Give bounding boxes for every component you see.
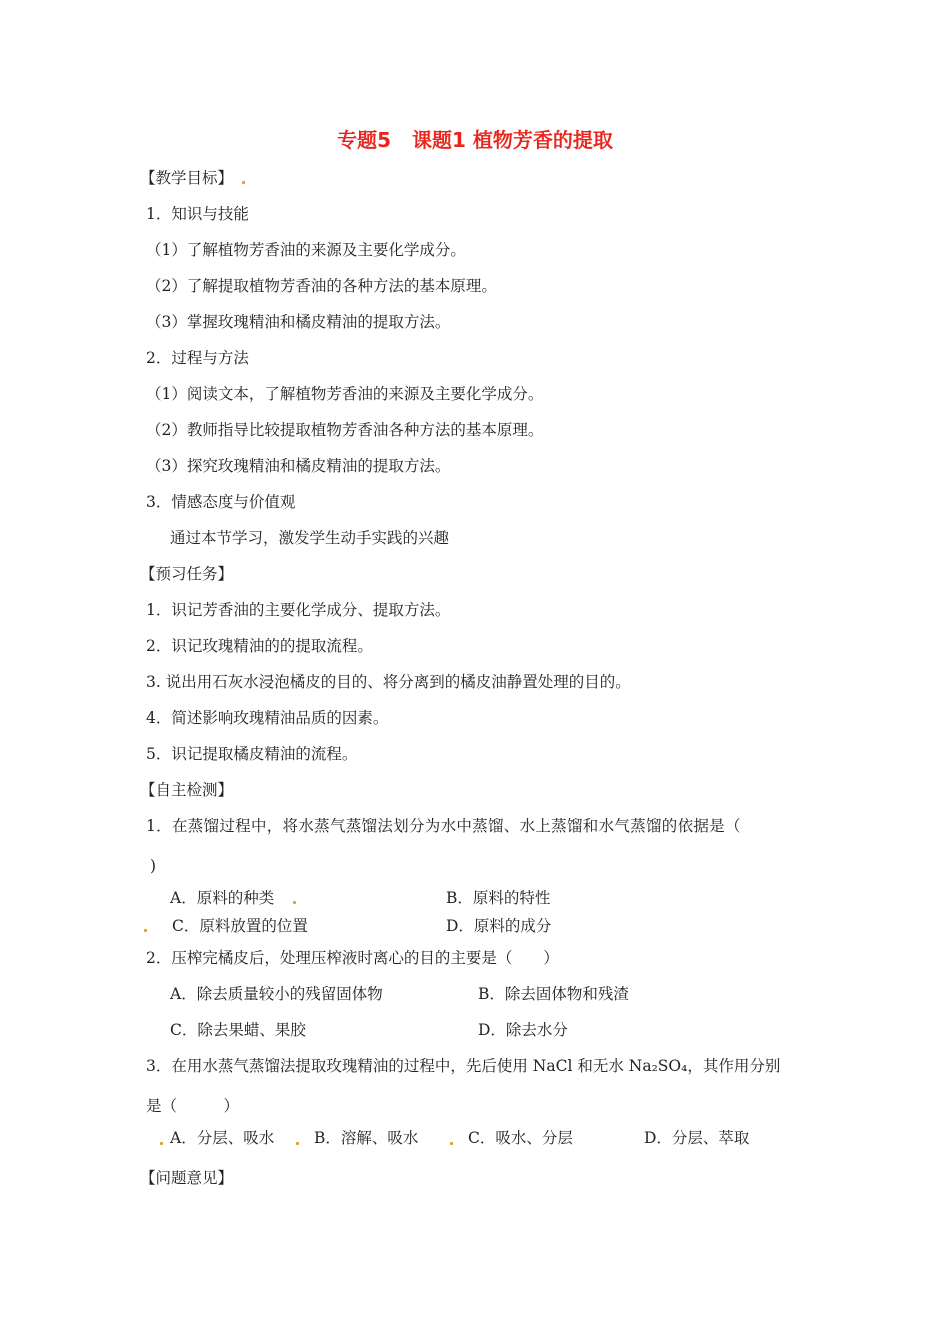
q1-option-d: D．原料的成分 <box>446 917 552 935</box>
mark-dot <box>296 1142 299 1145</box>
preview-item: 2．识记玫瑰精油的的提取流程。 <box>146 637 373 655</box>
goals-s1-title: 1．知识与技能 <box>146 205 249 223</box>
q1-option-a: A．原料的种类 <box>170 889 275 907</box>
goals-s2-item: （1）阅读文本，了解植物芳香油的来源及主要化学成分。 <box>146 385 544 403</box>
section-preview-header: 【预习任务】 <box>140 565 234 583</box>
preview-item: 1．识记芳香油的主要化学成分、提取方法。 <box>146 601 451 619</box>
goals-s3-title: 3．情感态度与价值观 <box>146 493 296 511</box>
goals-s3-text: 通过本节学习，激发学生动手实践的兴趣 <box>170 529 450 547</box>
goals-s1-item: （1）了解植物芳香油的来源及主要化学成分。 <box>146 241 466 259</box>
section-goals-header: 【教学目标】 <box>140 169 234 187</box>
q1-option-b: B．原料的特性 <box>446 889 551 907</box>
mark-dot <box>144 929 147 932</box>
q2-stem: 2．压榨完橘皮后，处理压榨液时离心的目的主要是（ ） <box>146 949 559 967</box>
q1-stem-end: ) <box>150 857 157 875</box>
goals-s1-item: （3）掌握玫瑰精油和橘皮精油的提取方法。 <box>146 313 451 331</box>
q2-option-a: A．除去质量较小的残留固体物 <box>170 985 383 1003</box>
q3-option-b: B．溶解、吸水 <box>314 1129 419 1147</box>
q2-option-b: B．除去固体物和残渣 <box>478 985 629 1003</box>
mark-dot <box>242 181 245 184</box>
q1-stem: 1．在蒸馏过程中，将水蒸气蒸馏法划分为水中蒸馏、水上蒸馏和水气蒸馏的依据是（ <box>146 817 741 835</box>
preview-item: 3. 说出用石灰水浸泡橘皮的目的、将分离到的橘皮油静置处理的目的。 <box>146 673 631 691</box>
page-title: 专题5 课题1 植物芳香的提取 <box>337 128 613 152</box>
goals-s1-item: （2）了解提取植物芳香油的各种方法的基本原理。 <box>146 277 497 295</box>
section-issues-header: 【问题意见】 <box>140 1169 234 1187</box>
q3-stem: 3．在用水蒸气蒸馏法提取玫瑰精油的过程中，先后使用 NaCl 和无水 Na₂SO₄，其作用分别 <box>146 1057 781 1075</box>
q3-option-a: A．分层、吸水 <box>170 1129 275 1147</box>
preview-item: 4．简述影响玫瑰精油品质的因素。 <box>146 709 389 727</box>
section-selftest-header: 【自主检测】 <box>140 781 234 799</box>
q2-option-c: C．除去果蜡、果胶 <box>170 1021 306 1039</box>
q1-option-c: C．原料放置的位置 <box>172 917 308 935</box>
preview-item: 5．识记提取橘皮精油的流程。 <box>146 745 358 763</box>
mark-dot <box>160 1142 163 1145</box>
mark-dot <box>450 1142 453 1145</box>
goals-s2-item: （3）探究玫瑰精油和橘皮精油的提取方法。 <box>146 457 451 475</box>
goals-s2-item: （2）教师指导比较提取植物芳香油各种方法的基本原理。 <box>146 421 544 439</box>
mark-dot <box>293 901 296 904</box>
q3-stem-end: 是（ ） <box>146 1097 240 1115</box>
q2-option-d: D．除去水分 <box>478 1021 568 1039</box>
q3-option-c: C．吸水、分层 <box>468 1129 573 1147</box>
q3-option-d: D．分层、萃取 <box>644 1129 750 1147</box>
goals-s2-title: 2．过程与方法 <box>146 349 249 367</box>
